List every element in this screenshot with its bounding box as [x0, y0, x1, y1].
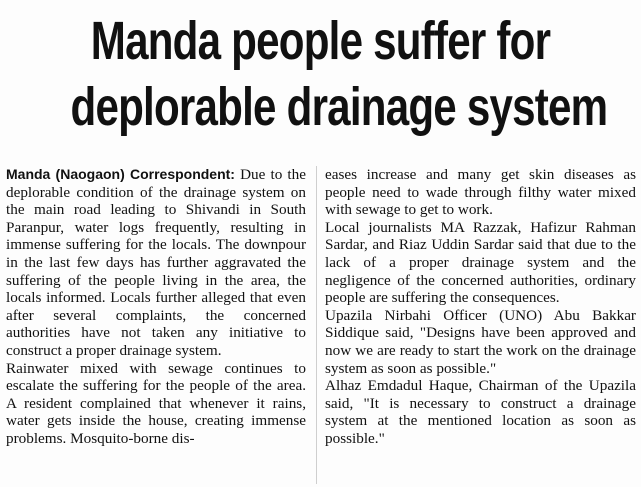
- article-text: Locals further alleged that even after several complaints, the concerned authorities have not taken any initiative to construct a proper drainage system.: [6, 289, 306, 359]
- headline: [70, 8, 608, 140]
- article-column-left: [6, 166, 306, 484]
- article-paragraph: Rainwater mixed with sewage continues to escalate the suffering for the people of the area. A resident complained that whenever it rains, water gets inside the house, creating immense problems. Mosquito-borne dis-: [6, 359, 306, 447]
- headline-line-1: Manda people suffer for: [90, 11, 551, 71]
- article-text: Due to the deplorable condition of the drainage system on the main road leading to Shivandi in South Paranpur, water logs frequently, resulting in immense suffering for the locals. The downpour in the last few days has further aggravated the suffering of the people living in the area, the locals informed.: [6, 166, 306, 307]
- article-column-right: [325, 166, 636, 484]
- article-paragraph: Upazila Nirbahi Officer (UNO) Abu Bakkar Siddique said, "Designs have been approved and now we are ready to start the work on the drainage system as soon as possible.": [325, 306, 636, 377]
- article-paragraph: Local journalists MA Razzak, Hafizur Rahman Sardar, and Riaz Uddin Sardar said that due to the lack of a proper drainage system and the negligence of the concerned authorities, ordinary people are suffering the consequences.: [325, 218, 636, 307]
- headline-line-2: deplorable drainage system: [70, 77, 608, 137]
- article-paragraph: eases increase and many get skin diseases as people need to wade through filthy water mixed with sewage to get to work.: [325, 166, 636, 219]
- article-paragraph: [6, 166, 306, 360]
- column-divider: [316, 166, 317, 484]
- article-paragraph: Alhaz Emdadul Haque, Chairman of the Upazila said, "It is necessary to construct a drainage system at the mentioned location as soon as possible.": [325, 377, 636, 447]
- article-body: [6, 166, 638, 484]
- dateline: Manda (Naogaon) Correspondent:: [6, 166, 235, 182]
